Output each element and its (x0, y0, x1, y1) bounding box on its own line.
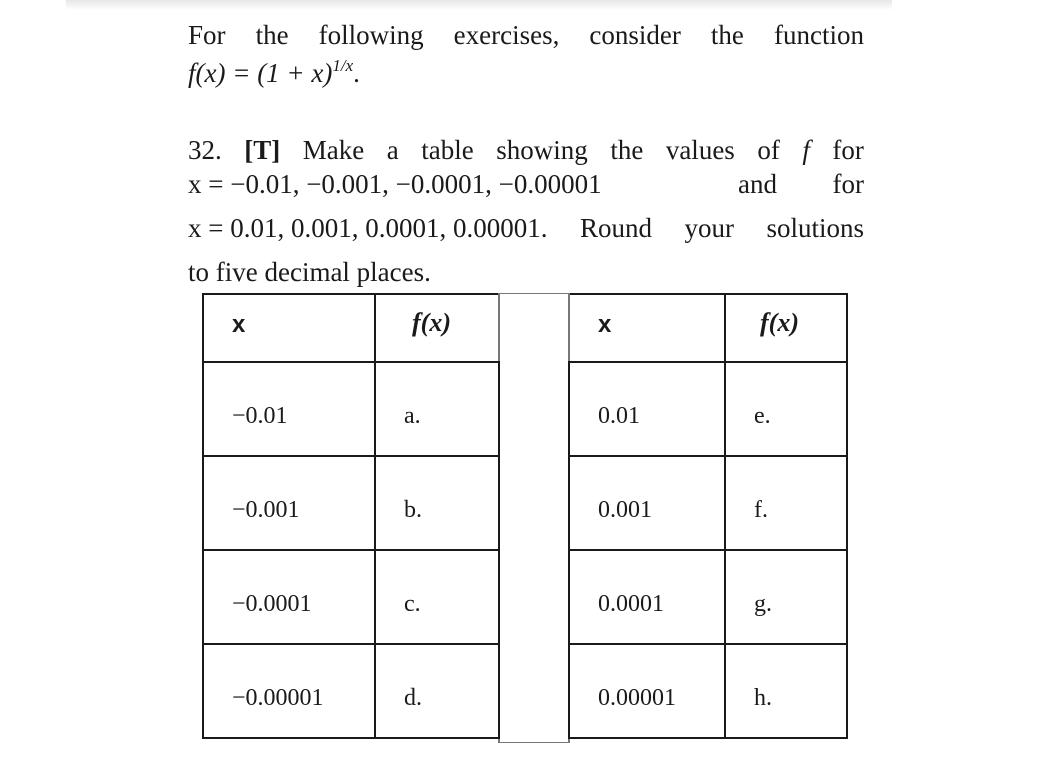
table-cell (374, 643, 500, 739)
problem-32 (188, 133, 864, 289)
problem-number: 32. (188, 135, 222, 165)
x-value: −0.0001 (232, 591, 312, 617)
table-cell (374, 361, 500, 457)
table-cell (724, 643, 848, 739)
column-header: f(x) (412, 308, 451, 337)
negative-x-values: x = −0.01, −0.001, −0.0001, −0.00001 (188, 169, 602, 199)
problem-word: the (610, 135, 644, 165)
x-value: 0.01 (598, 403, 640, 429)
table-cell (374, 549, 500, 645)
header-cell-fx (374, 293, 500, 363)
x-value: 0.001 (598, 497, 652, 523)
table-cell (568, 361, 726, 457)
header-cell-x (202, 293, 376, 363)
table-cell (202, 455, 376, 551)
table-cell (724, 549, 848, 645)
table-cell (724, 455, 848, 551)
page-top-edge (66, 0, 892, 10)
answer-label: f. (754, 497, 768, 523)
answer-label: g. (754, 591, 772, 617)
problem-word: Round (579, 213, 652, 243)
column-header: x (598, 311, 612, 338)
table-cell (568, 455, 726, 551)
problem-word: a (386, 135, 399, 165)
answer-label: d. (404, 685, 422, 711)
answer-label: h. (754, 685, 772, 711)
problem-word: for (832, 135, 864, 165)
x-value: −0.01 (232, 403, 288, 429)
answer-label: a. (404, 403, 421, 429)
table-cell (568, 549, 726, 645)
header-cell-fx (724, 293, 848, 363)
answer-label: c. (404, 591, 421, 617)
problem-word: of (757, 135, 780, 165)
word-for: for (832, 169, 864, 199)
table-cell (202, 549, 376, 645)
intro-word: the (710, 20, 744, 50)
formula-lhs: f(x) = (1 + x) (188, 58, 333, 88)
problem-word: Make (302, 135, 365, 165)
problem-word: showing (496, 135, 588, 165)
function-formula (188, 56, 864, 90)
positive-x-values: x = 0.01, 0.001, 0.0001, 0.00001. (188, 213, 548, 243)
column-header: x (232, 311, 246, 338)
table-cell (374, 455, 500, 551)
formula-period: . (353, 58, 360, 88)
word-and: and (738, 169, 777, 199)
x-value: −0.00001 (232, 685, 324, 711)
table-cell (202, 361, 376, 457)
problem-word: values (665, 135, 735, 165)
intro-word: exercises, (453, 20, 560, 50)
intro-word: function (773, 20, 864, 50)
problem-word: solutions (766, 213, 864, 243)
exercise-text (188, 18, 864, 289)
formula-exponent: 1/x (332, 56, 354, 75)
x-value: −0.001 (232, 497, 300, 523)
intro-word: following (318, 20, 424, 50)
header-cell-x (568, 293, 726, 363)
intro-word: consider (589, 20, 681, 50)
spacer-column (498, 293, 570, 743)
problem-line-3 (188, 211, 864, 245)
problem-word: your (684, 213, 734, 243)
table-cell (202, 643, 376, 739)
intro-word: For (188, 20, 226, 50)
x-value: 0.00001 (598, 685, 676, 711)
problem-line-1 (188, 133, 864, 167)
x-value: 0.0001 (598, 591, 664, 617)
column-header: f(x) (760, 308, 799, 337)
answer-label: e. (754, 403, 771, 429)
problem-line-4 (188, 255, 864, 289)
rounding-instruction: to five decimal places. (188, 257, 431, 287)
table-cell (568, 643, 726, 739)
intro-word: the (255, 20, 289, 50)
problem-word: table (421, 135, 474, 165)
problem-line-2 (188, 167, 864, 201)
intro-sentence (188, 18, 864, 52)
answer-label: b. (404, 497, 422, 523)
table-cell (724, 361, 848, 457)
and-for-group (738, 167, 864, 201)
technology-tag: [T] (244, 135, 281, 165)
function-symbol: f (802, 135, 810, 165)
